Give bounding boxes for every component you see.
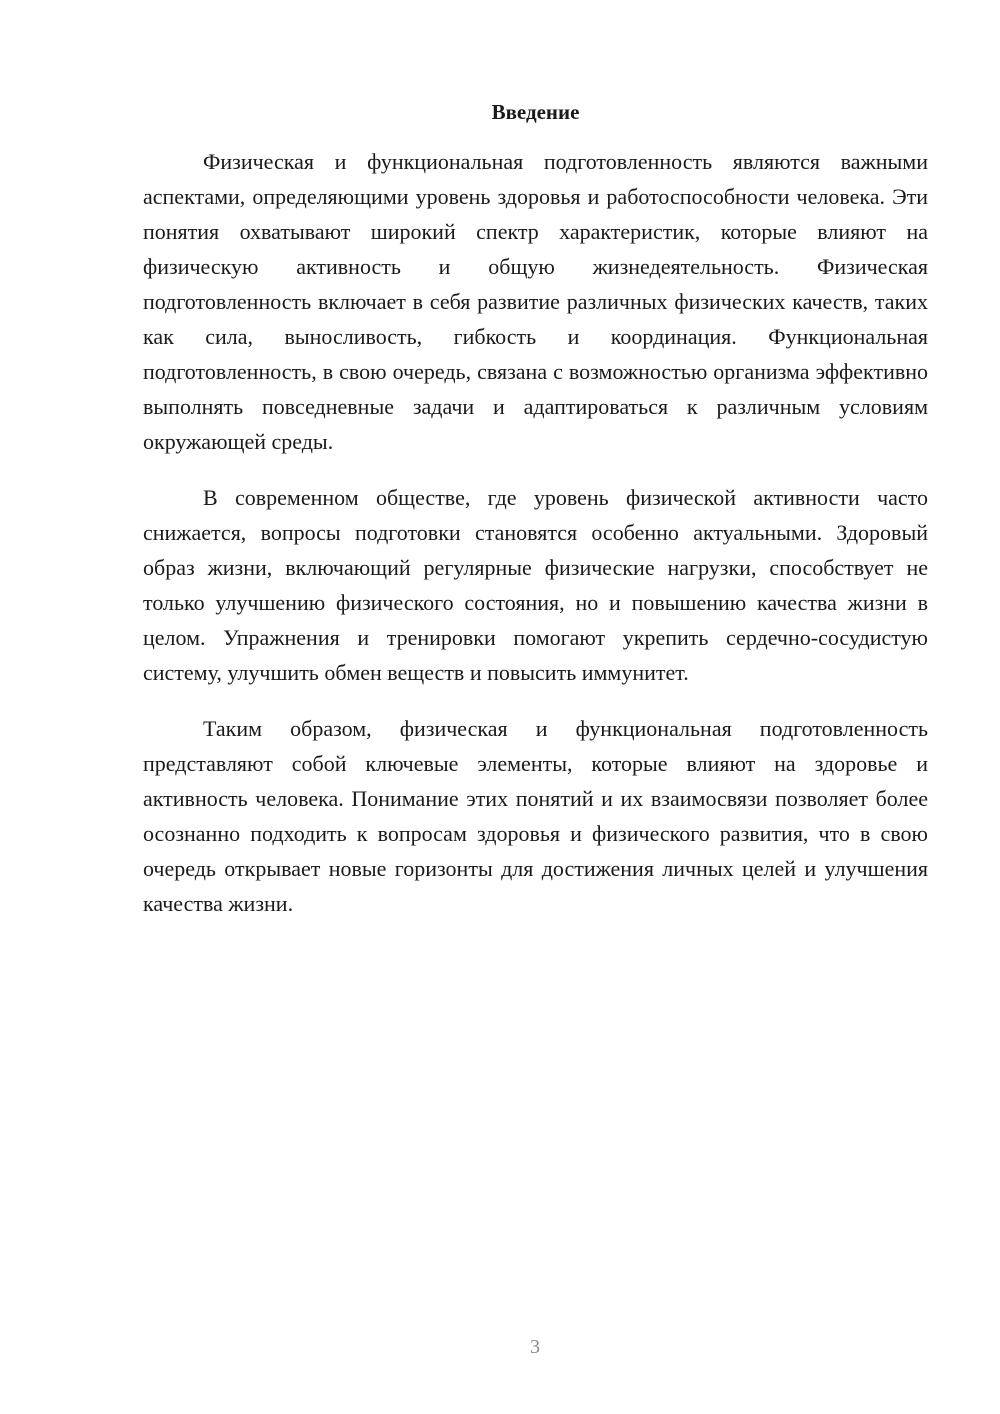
paragraph-2: В современном обществе, где уровень физической активности часто снижается, вопросы подготовки становятся особенно актуальными. Здоровый образ жизни, включающий регулярные физические нагрузки, способствует не только улучшению физического состояния, но и повышению качества жизни в целом. Упражнения и тренировки помогают укрепить сердечно-сосудистую систему, улучшить обмен веществ и повысить иммунитет. xyxy=(143,485,928,685)
page-number: 3 xyxy=(530,1336,540,1358)
paragraph-3: Таким образом, физическая и функциональная подготовленность представляют собой ключевые элементы, которые влияют на здоровье и активность человека. Понимание этих понятий и их взаимосвязи позволяет более осознанно подходить к вопросам здоровья и физического развития, что в свою очередь открывает новые горизонты для достижения личных целей и улучшения качества жизни. xyxy=(143,716,928,916)
section-heading: Введение xyxy=(491,100,580,124)
body-text xyxy=(143,144,928,942)
paragraph-1: Физическая и функциональная подготовленность являются важными аспектами, определяющими уровень здоровья и работоспособности человека. Эти понятия охватывают широкий спектр характеристик, которые влияют на физическую активность и общую жизнедеятельность. Физическая подготовленность включает в себя развитие различных физических качеств, таких как сила, выносливость, гибкость и координация. Функциональная подготовленность, в свою очередь, связана с возможностью организма эффективно выполнять повседневные задачи и адаптироваться к различным условиям окружающей среды. xyxy=(143,149,928,454)
